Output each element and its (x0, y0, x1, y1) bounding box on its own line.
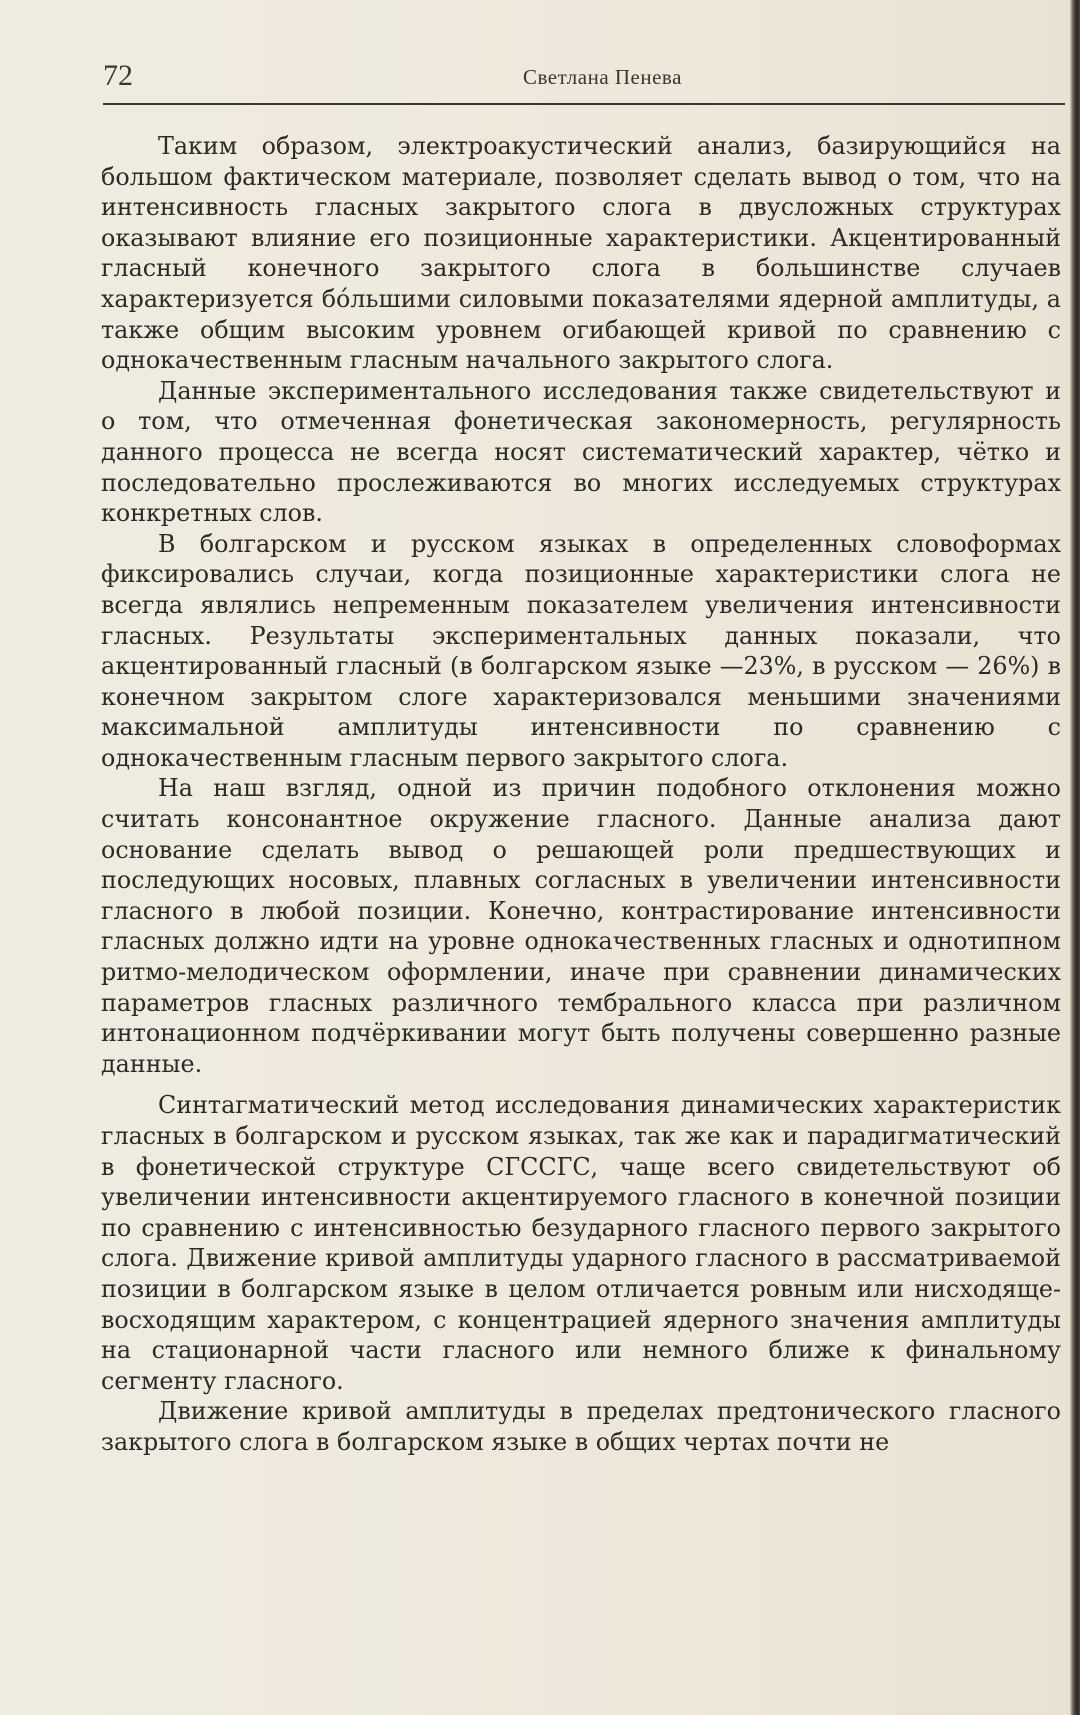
paragraph-3: В болгарском и русском языках в определенных словоформах фиксировались случаи, когда позиционные характеристики слога не всегда являлись непременным показателем увеличения интенсивности гласных. Результаты экспериментальных данных показали, что акцентированный гласный (в болгарском языке —23%, в русском — 26%) в конечном закрытом слоге характеризовался меньшими значениями максимальной амплитуды интенсивности по сравнению с однокачественным гласным первого закрытого слога. (101, 529, 1061, 772)
page-header (103, 55, 1065, 107)
header-rule (103, 103, 1065, 105)
paragraph-6: Движение кривой амплитуды в пределах предтонического гласного закрытого слога в болгарском языке в общих чертах почти не (101, 1397, 1061, 1456)
body-text (101, 131, 1061, 1458)
paragraph-5: Синтагматический метод исследования динамических характеристик гласных в болгарском и русском языках, так же как и парадигматический в фонетической структуре СГССГС, чаще всего свидетельствуют об увеличении интенсивности акцентируемого гласного в конечной позиции по сравнению с интенсивностью безударного гласного первого закрытого слога. Движение кривой амплитуды ударного гласного в рассматриваемой позиции в болгарском языке в целом отличается ровным или нисходяще-восходящим характером, с концентрацией ядерного значения амплитуды на стационарной части гласного или немного ближе к финальному сегменту гласного. (101, 1091, 1061, 1395)
paragraph-4: На наш взгляд, одной из причин подобного отклонения можно считать консонантное окружение гласного. Данные анализа дают основание сделать вывод о решающей роли предшествующих и последующих носовых, плавных согласных в увеличении интенсивности гласного в любой позиции. Конечно, контрастирование интенсивности гласных должно идти на уровне однокачественных гласных и однотипном ритмо-мелодическом оформлении, иначе при сравнении динамических параметров гласных различного тембрального класса при различном интонационном подчёркивании могут быть получены совершенно разные данные. (101, 774, 1061, 1078)
paragraph-2: Данные экспериментального исследования также свидетельствуют и о том, что отмеченная фонетическая закономерность, регулярность данного процесса не всегда носят систематический характер, чётко и последовательно прослеживаются во многих исследуемых структурах конкретных слов. (101, 376, 1061, 528)
page-edge-shadow (1070, 0, 1080, 1715)
page-number: 72 (103, 59, 133, 92)
running-head: Светлана Пенева (523, 65, 682, 89)
paragraph-1: Таким образом, электроакустический анализ, базирующийся на большом фактическом материале, позволяет сделать вывод о том, что на интенсивность гласных закрытого слога в двусложных структурах оказывают влияние его позиционные характеристики. Акцентированный гласный конечного закрытого слога в большинстве случаев характеризуется бо́льшими силовыми показателями ядерной амплитуды, а также общим высоким уровнем огибающей кривой по сравнению с однокачественным гласным начального закрытого слога. (101, 132, 1061, 375)
